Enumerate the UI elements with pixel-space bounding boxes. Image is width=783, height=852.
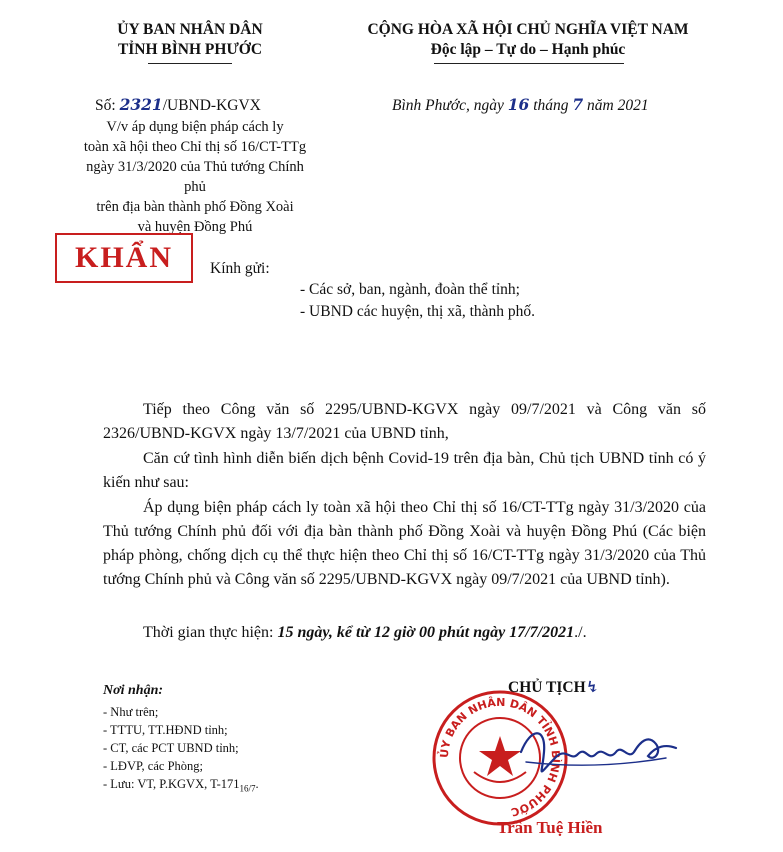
signer-name: Trần Tuệ Hiền [497,818,603,837]
receiver-archive-end: . [255,777,259,791]
seal-text: ỦY BAN NHÂN DÂN TỈNH BÌNH PHƯỚC [437,695,563,819]
authority-line-1: ỦY BAN NHÂN DÂN [117,21,263,38]
subject-line: toàn xã hội theo Chỉ thị số 16/CT-TTg [83,139,307,155]
body-paragraph-1: Tiếp theo Công văn số 2295/UBND-KGVX ngày 09/7/2021 và Công văn số 2326/UBND-KGVX ngày 13/7/2021 của UBND tỉnh, [103,401,706,442]
subject-line: và huyện Đồng Phú [137,219,253,235]
receiver-item: - TTTU, TT.HĐND tỉnh; [103,723,228,737]
authority-underline [148,63,232,64]
receiver-item: - CT, các PCT UBND tỉnh; [103,741,239,755]
approval-tick-icon: ↯ [585,679,599,696]
receiver-item [103,775,259,798]
subject-line: V/v áp dụng biện pháp cách ly [106,119,284,135]
date-year: năm 2021 [583,97,649,114]
seal-star-icon [479,736,521,776]
duration-label: Thời gian thực hiện: [143,624,278,641]
receiver-item: - Như trên; [103,705,159,719]
receiver-archive-date: 16/7 [239,783,256,794]
receiver-archive: - Lưu: VT, P.KGVX, T-171 [103,777,240,791]
recipient-item: - UBND các huyện, thị xã, thành phố. [300,303,536,320]
nation-motto: Độc lập – Tự do – Hạnh phúc [430,41,626,58]
document-date [392,95,649,115]
receivers-title: Nơi nhận: [103,683,164,698]
signer-title-text: CHỦ TỊCH [508,679,586,696]
handwritten-signature [516,722,686,782]
duration-end: ./. [574,624,587,641]
issuing-authority [90,20,290,60]
recipient-item: - Các sở, ban, ngành, đoàn thể tỉnh; [300,281,520,298]
urgent-stamp: KHẨN [55,233,193,283]
date-month: 7 [572,95,584,114]
authority-line-2: TỈNH BÌNH PHƯỚC [117,41,263,58]
duration-value: 15 ngày, kể từ 12 giờ 00 phút ngày 17/7/2021 [277,624,575,641]
national-title [338,20,718,60]
date-day: 16 [507,95,530,114]
number-prefix: Số: [95,97,120,114]
motto-underline [434,63,624,64]
number-handwritten: 2321 [119,95,163,114]
subject-line: trên địa bàn thành phố Đồng Xoài [96,199,294,215]
body-paragraph-2: Căn cứ tình hình diễn biến dịch bệnh Covid-19 trên địa bàn, Chủ tịch UBND tỉnh có ý kiến như sau: [103,450,706,491]
number-suffix: /UBND-KGVX [162,97,261,114]
signer-title [508,677,599,697]
body-paragraph-3: Áp dụng biện pháp cách ly toàn xã hội theo Chỉ thị số 16/CT-TTg ngày 31/3/2020 của Thủ tướng Chính phủ đối với địa bàn thành phố Đồng Xoài và huyện Đồng Phú (Các biện pháp phòng, chống dịch cụ thể thực hiện theo Chỉ thị số 16/CT-TTg ngày 31/3/2020 của Thủ tướng Chính phủ và Công văn số 2295/UBND-KGVX ngày 09/7/2021 của UBND tỉnh). [103,499,706,588]
receiver-item: - LĐVP, các Phòng; [103,759,203,773]
document-number [95,95,261,115]
date-month-label: tháng [529,97,573,114]
recipients-label: Kính gửi: [210,260,270,277]
receivers-list [103,703,259,798]
document-subject [75,117,315,237]
subject-line: ngày 31/3/2020 của Thủ tướng Chính phủ [86,159,304,195]
nation-line-1: CỘNG HÒA XÃ HỘI CHỦ NGHĨA VIỆT NAM [367,21,689,38]
body-paragraph-4 [103,621,706,645]
date-place: Bình Phước, ngày [392,97,508,114]
